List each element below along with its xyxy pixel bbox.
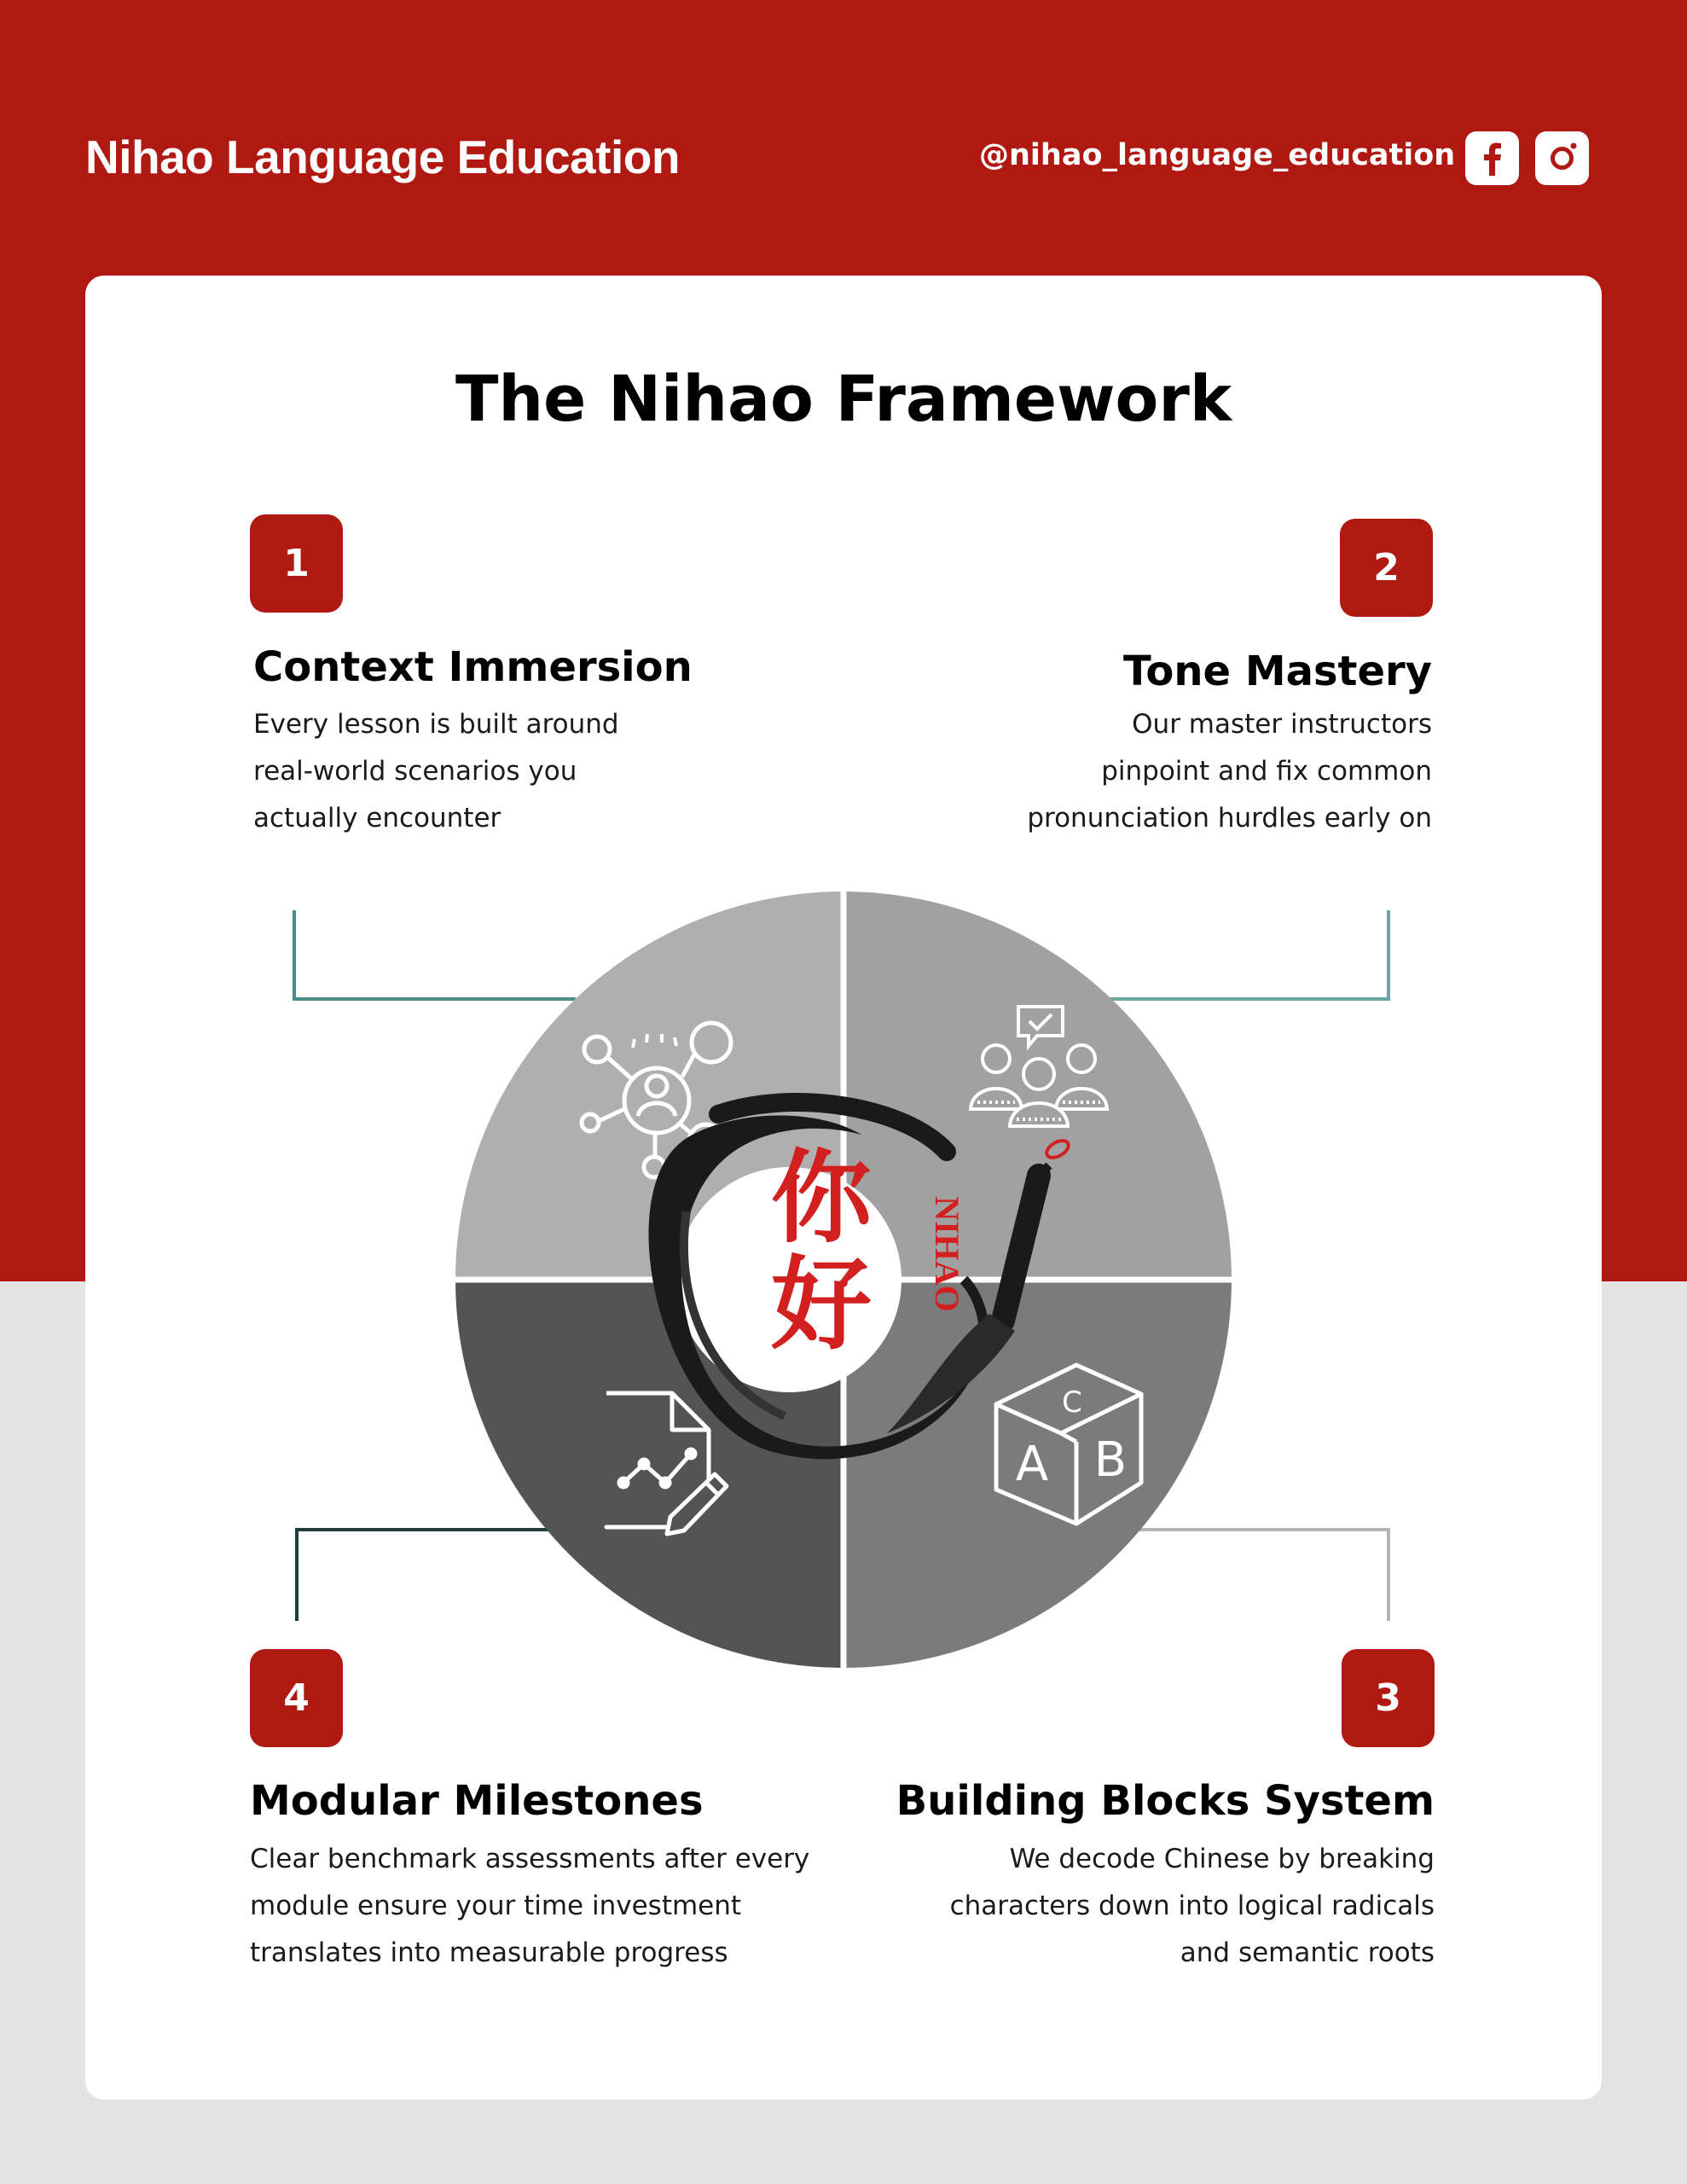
step-4-title: Modular Milestones bbox=[250, 1777, 704, 1825]
step-1-description: Every lesson is built around real-world scenarios you actually encounter bbox=[253, 709, 619, 834]
connector-line-4 bbox=[297, 1530, 576, 1621]
step-3-number-badge: 3 bbox=[1342, 1649, 1435, 1747]
social-handle[interactable]: @nihao_language_education bbox=[979, 138, 1456, 172]
brand-name: Nihao Language Education bbox=[85, 131, 680, 183]
step-1-number-badge: 1 bbox=[250, 514, 343, 613]
abc-block-letter-c: C bbox=[1062, 1385, 1082, 1420]
step-3-description: We decode Chinese by breaking characters down into logical radicals and semantic roots bbox=[949, 1844, 1435, 1968]
connector-line-3 bbox=[1109, 1530, 1388, 1621]
connector-line-2 bbox=[1109, 910, 1388, 999]
step-4-description: Clear benchmark assessments after every module ensure your time investment translates into measurable progress bbox=[250, 1844, 810, 1968]
step-2-title: Tone Mastery bbox=[1123, 648, 1432, 695]
step-2-number-badge: 2 bbox=[1340, 519, 1433, 617]
logo-text: NIHAO bbox=[928, 1196, 966, 1312]
step-2-description: Our master instructors pinpoint and fix common pronunciation hurdles early on bbox=[1027, 709, 1432, 834]
logo-chinese-characters: 你好 bbox=[770, 1139, 872, 1363]
step-4-number-badge: 4 bbox=[250, 1649, 343, 1747]
step-3-title: Building Blocks System bbox=[896, 1777, 1435, 1825]
abc-block-letter-b: B bbox=[1093, 1432, 1128, 1488]
connector-line-1 bbox=[294, 910, 576, 999]
step-1-title: Context Immersion bbox=[253, 643, 693, 691]
page-title: The Nihao Framework bbox=[455, 363, 1232, 436]
abc-block-letter-a: A bbox=[1015, 1437, 1049, 1492]
